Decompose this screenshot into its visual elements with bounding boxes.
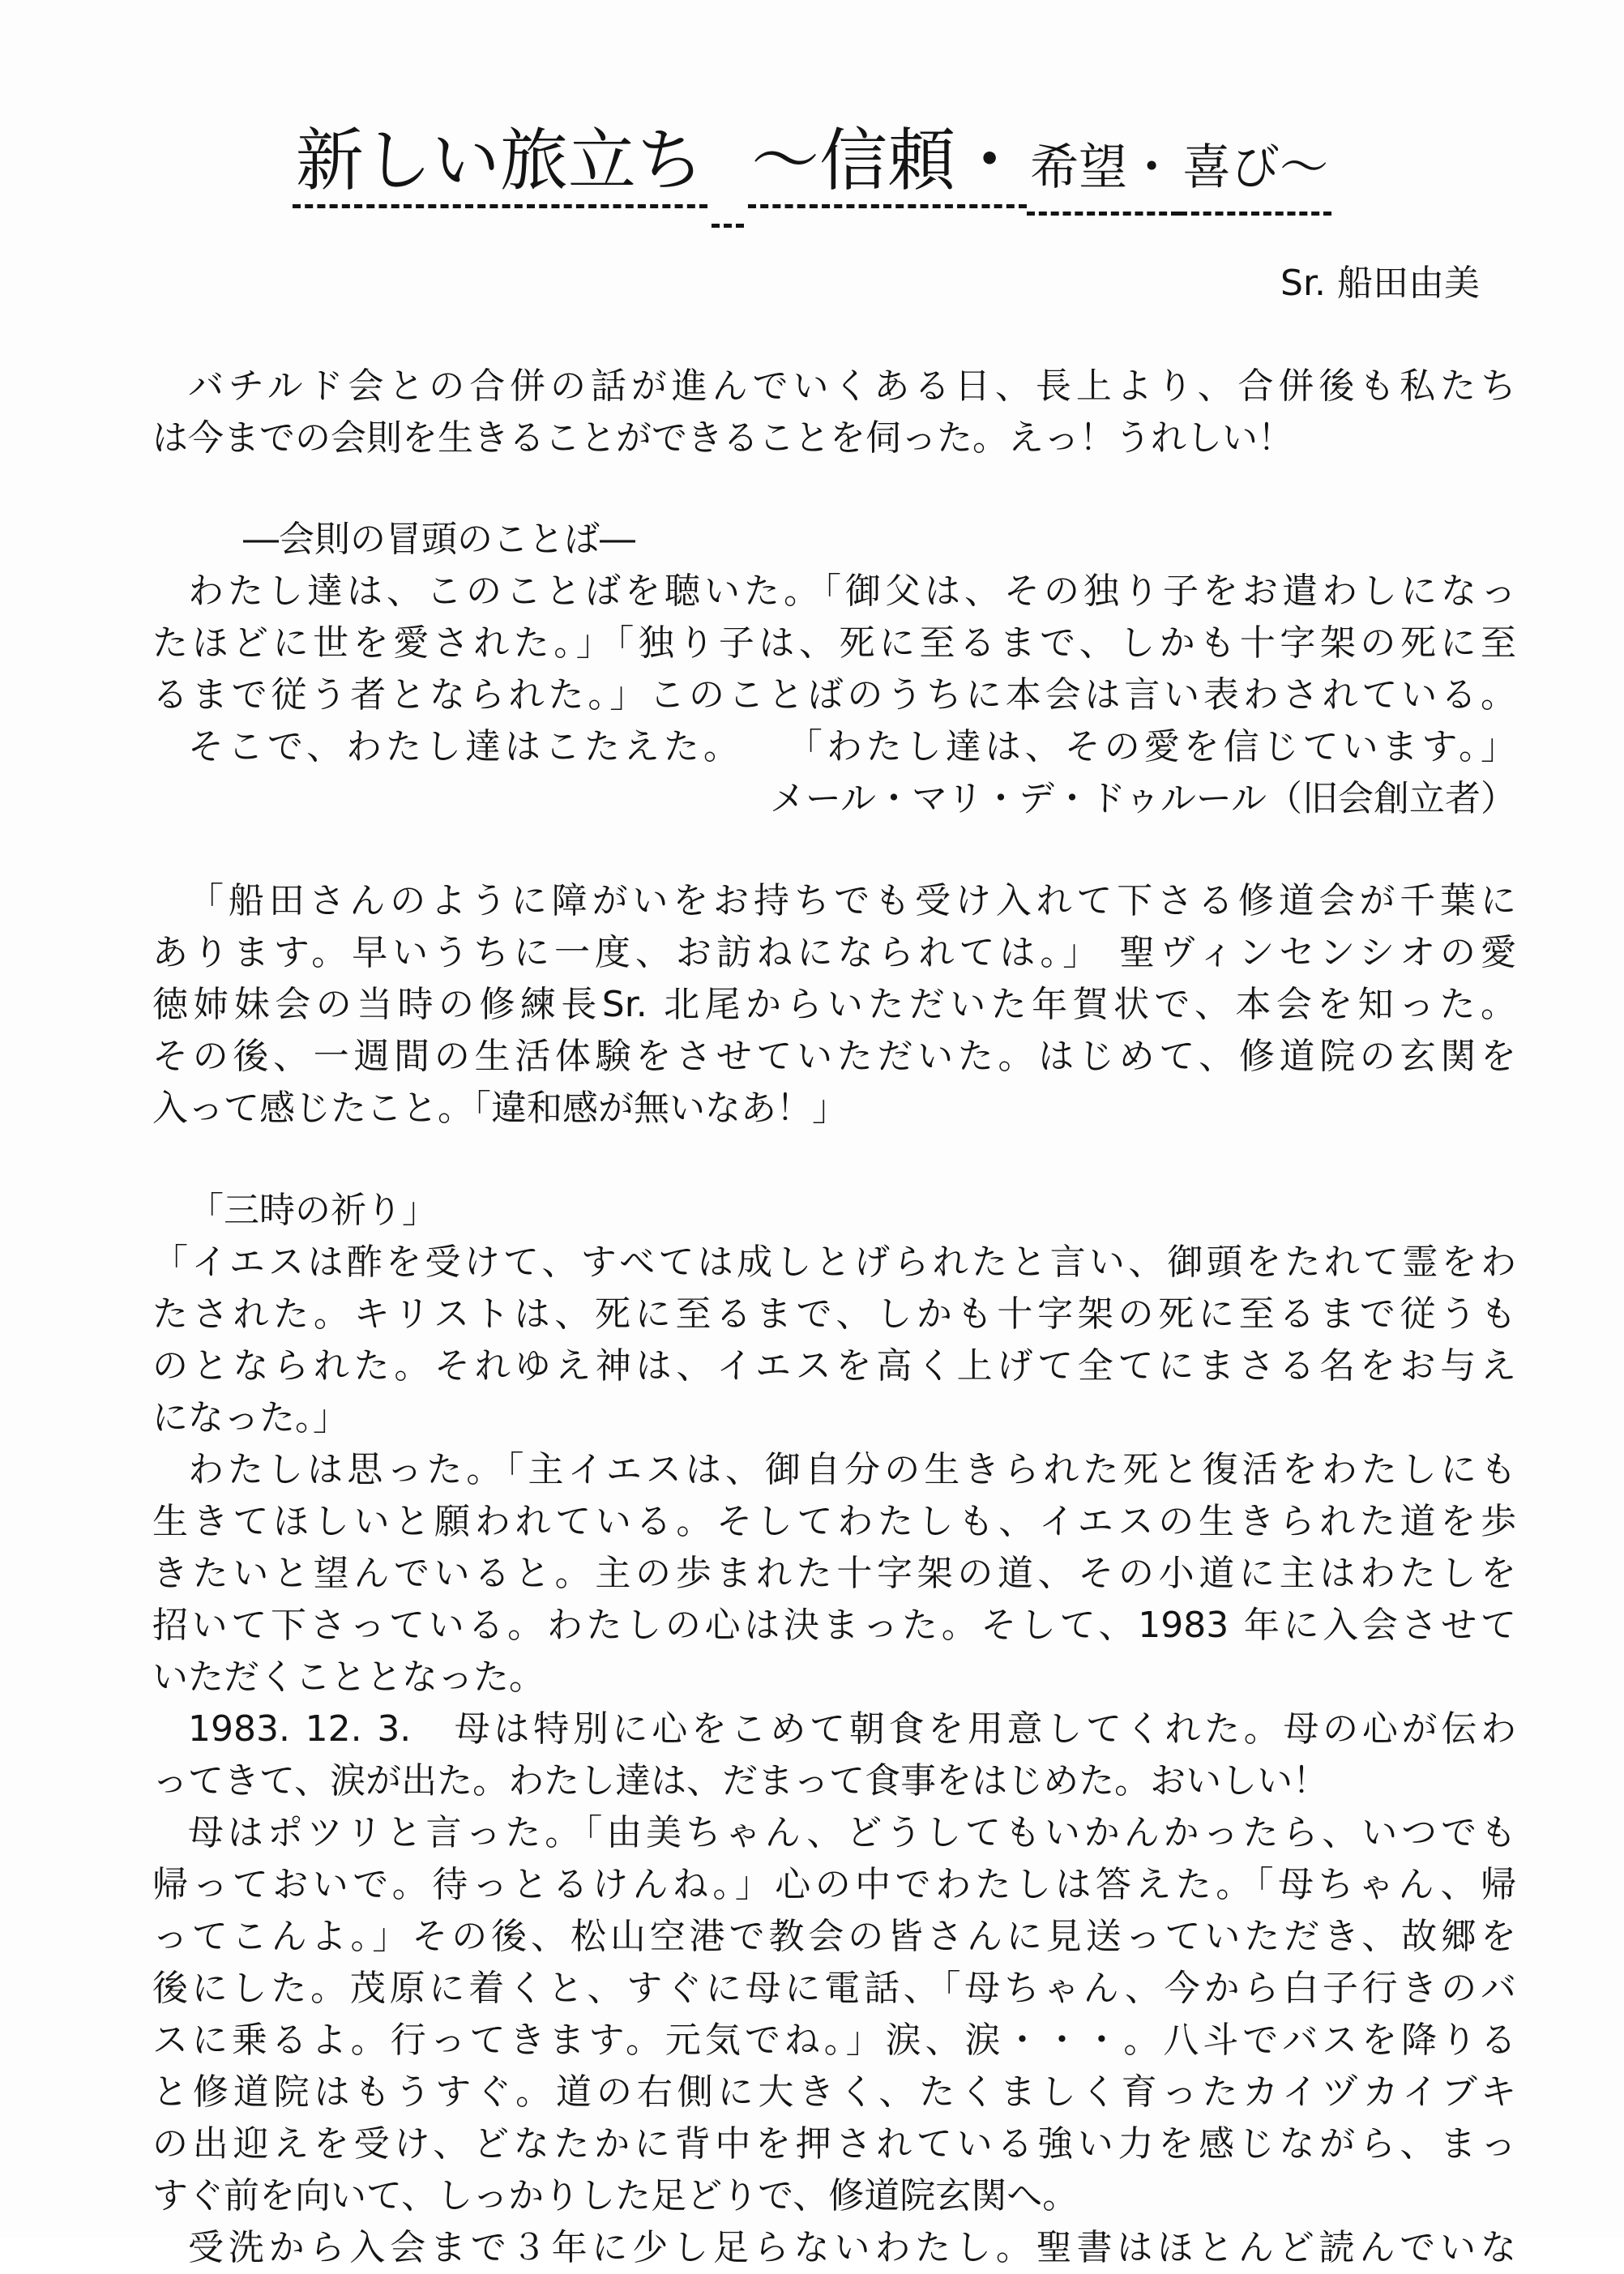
attribution: メール・マリ・デ・ドゥルール（旧会創立者） <box>769 778 1516 819</box>
body-line: たほどに世を愛された。」「独り子は、死に至るまで、しかも十字架の死に至 <box>152 622 1516 664</box>
title-trust: 〜信頼・ <box>748 122 1027 208</box>
body-line: 母はポツリと言った。「由美ちゃん、どうしてもいかんかったら、いつでも <box>188 1812 1516 1853</box>
body-line: ってきて、涙が出た。わたし達は、だまって食事をはじめた。おいしい！ <box>152 1760 1329 1802</box>
body-line: になった。」 <box>152 1397 348 1438</box>
body-line: きたいと望んでいると。主の歩まれた十字架の道、その小道に主はわたしを <box>152 1553 1516 1594</box>
body-line: ってこんよ。」その後、松山空港で教会の皆さんに見送っていただき、故郷を <box>152 1916 1516 1957</box>
body-line: あります。早いうちに一度、お訪ねになられては。」 聖ヴィンセンシオの愛 <box>152 932 1516 973</box>
author-name: Sr. 船田由美 <box>1280 263 1480 304</box>
body-line: たされた。キリストは、死に至るまで、しかも十字架の死に至るまで従うも <box>152 1293 1516 1335</box>
body-line: 1983. 12. 3. 母は特別に心をこめて朝食を用意してくれた。母の心が伝わ <box>188 1708 1516 1750</box>
body-line: と修道院はもうすぐ。道の右側に大きく、たくましく育ったカイヅカイブキ <box>152 2071 1516 2113</box>
body-line: スに乗るよ。行ってきます。元気でね。」涙、涙・・・。八斗でバスを降りる <box>152 2020 1516 2061</box>
body-line: 帰っておいで。待っとるけんね。」心の中でわたしは答えた。「母ちゃん、帰 <box>152 1864 1516 1905</box>
title-main: 新しい旅立ち <box>293 122 707 208</box>
body-line: わたし達は、このことばを聴いた。「御父は、その独り子をお遣わしになっ <box>188 571 1516 612</box>
body-line: 「イエスは酢を受けて、すべては成しとげられたと言い、御頭をたれて霊をわ <box>152 1242 1516 1283</box>
body-line: すぐ前を向いて、しっかりした足どりで、修道院玄関へ。 <box>152 2175 1079 2216</box>
body-line: 後にした。茂原に着くと、すぐに母に電話、「母ちゃん、今から白子行きのバ <box>152 1968 1516 2009</box>
body-line: いただくこととなった。 <box>152 1656 545 1698</box>
body-line: 徳姉妹会の当時の修練長Sr. 北尾からいただいた年賀状で、本会を知った。 <box>152 984 1516 1025</box>
body-line: その後、一週間の生活体験をさせていただいた。はじめて、修道院の玄関を <box>152 1036 1516 1077</box>
body-line: は今までの会則を生きることができることを伺った。えっ！うれしい！ <box>152 417 1293 459</box>
body-line: 生きてほしいと願われている。そしてわたしも、イエスの生きられた道を歩 <box>152 1501 1516 1542</box>
body-line: るまで従う者となられた。」このことばのうちに本会は言い表わされている。 <box>152 674 1516 716</box>
body-line: の出迎えを受け、どなたかに背中を押されている強い力を感じながら、まっ <box>152 2123 1516 2165</box>
body-line: 受洗から入会まで３年に少し足らないわたし。聖書はほとんど読んでいな <box>188 2227 1516 2268</box>
title-hope: 希望・ <box>1027 129 1179 216</box>
title-joy: 喜び〜 <box>1179 129 1331 216</box>
body-line: バチルド会との合併の話が進んでいくある日、長上より、合併後も私たち <box>188 365 1516 407</box>
document-title <box>0 122 1624 211</box>
section-heading: ―会則の冒頭のことば― <box>243 519 635 560</box>
title-gap <box>712 141 744 228</box>
body-line: 入って感じたこと。「違和感が無いなあ！」 <box>152 1088 848 1129</box>
body-line: 「船田さんのように障がいをお持ちでも受け入れて下さる修道会が千葉に <box>188 880 1516 921</box>
body-line: 招いて下さっている。わたしの心は決まった。そして、1983 年に入会させて <box>152 1605 1516 1646</box>
body-line: わたしは思った。「主イエスは、御自分の生きられた死と復活をわたしにも <box>188 1449 1516 1490</box>
section-heading: 「三時の祈り」 <box>188 1190 438 1231</box>
body-line: のとなられた。それゆえ神は、イエスを高く上げて全てにまさる名をお与え <box>152 1345 1516 1387</box>
body-line: そこで、わたし達はこたえた。 「わたし達は、その愛を信じています。」 <box>188 726 1516 767</box>
